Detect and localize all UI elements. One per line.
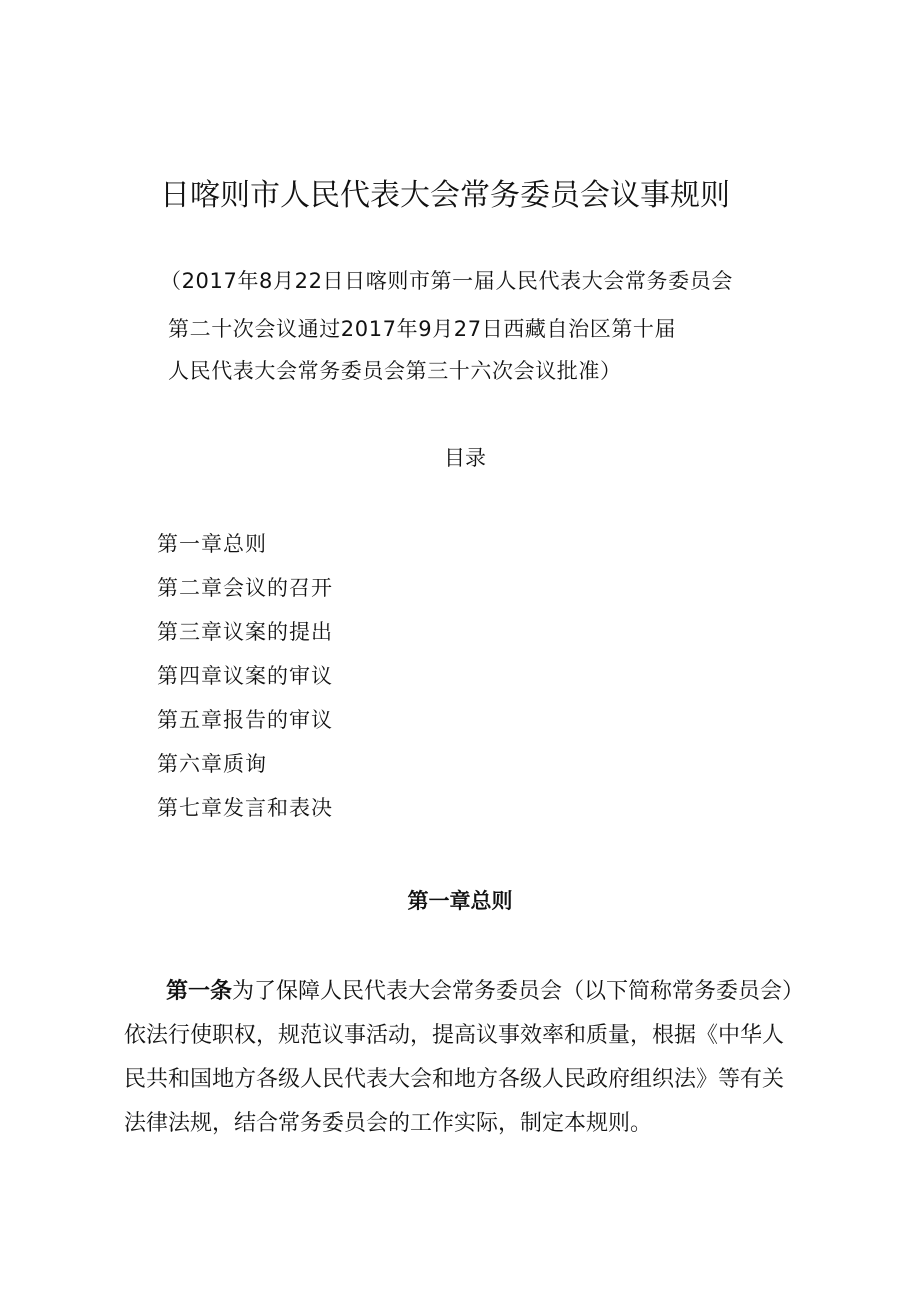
article-line-2: 依法行使职权，规范议事活动，提高议事效率和质量，根据《中华人 (124, 1023, 785, 1048)
article-line-3: 民共和国地方各级人民代表大会和地方各级人民政府组织法》等有关 (124, 1067, 785, 1092)
document-title: 日喀则市人民代表大会常务委员会议事规则 (160, 178, 730, 213)
table-of-contents (157, 530, 333, 838)
article-line-1 (124, 970, 824, 1014)
article-1 (124, 970, 824, 1146)
adoption-note-line-2: 第二十次会议通过2017年9月27日西藏自治区第十届 (168, 317, 677, 341)
chapter-heading: 第一章总则 (407, 889, 513, 913)
article-text-1: 为了保障人民代表大会常务委员会（以下简称常务委员会） (232, 979, 805, 1004)
adoption-note-line-1: （2017年8月22日日喀则市第一届人民代表大会常务委员会 (160, 269, 733, 293)
toc-item-chapter-3: 第三章议案的提出 (157, 620, 333, 644)
toc-item-chapter-4: 第四章议案的审议 (157, 664, 333, 688)
toc-item-chapter-7: 第七章发言和表决 (157, 796, 333, 820)
adoption-note-line-3: 人民代表大会常务委员会第三十六次会议批准） (168, 359, 622, 383)
toc-heading: 目录 (444, 446, 486, 470)
article-label: 第一条 (166, 979, 233, 1004)
toc-item-chapter-1: 第一章总则 (157, 532, 267, 556)
toc-item-chapter-2: 第二章会议的召开 (157, 576, 333, 600)
toc-item-chapter-5: 第五章报告的审议 (157, 708, 333, 732)
toc-item-chapter-6: 第六章质询 (157, 752, 267, 776)
article-line-4: 法律法规，结合常务委员会的工作实际，制定本规则。 (124, 1111, 653, 1136)
